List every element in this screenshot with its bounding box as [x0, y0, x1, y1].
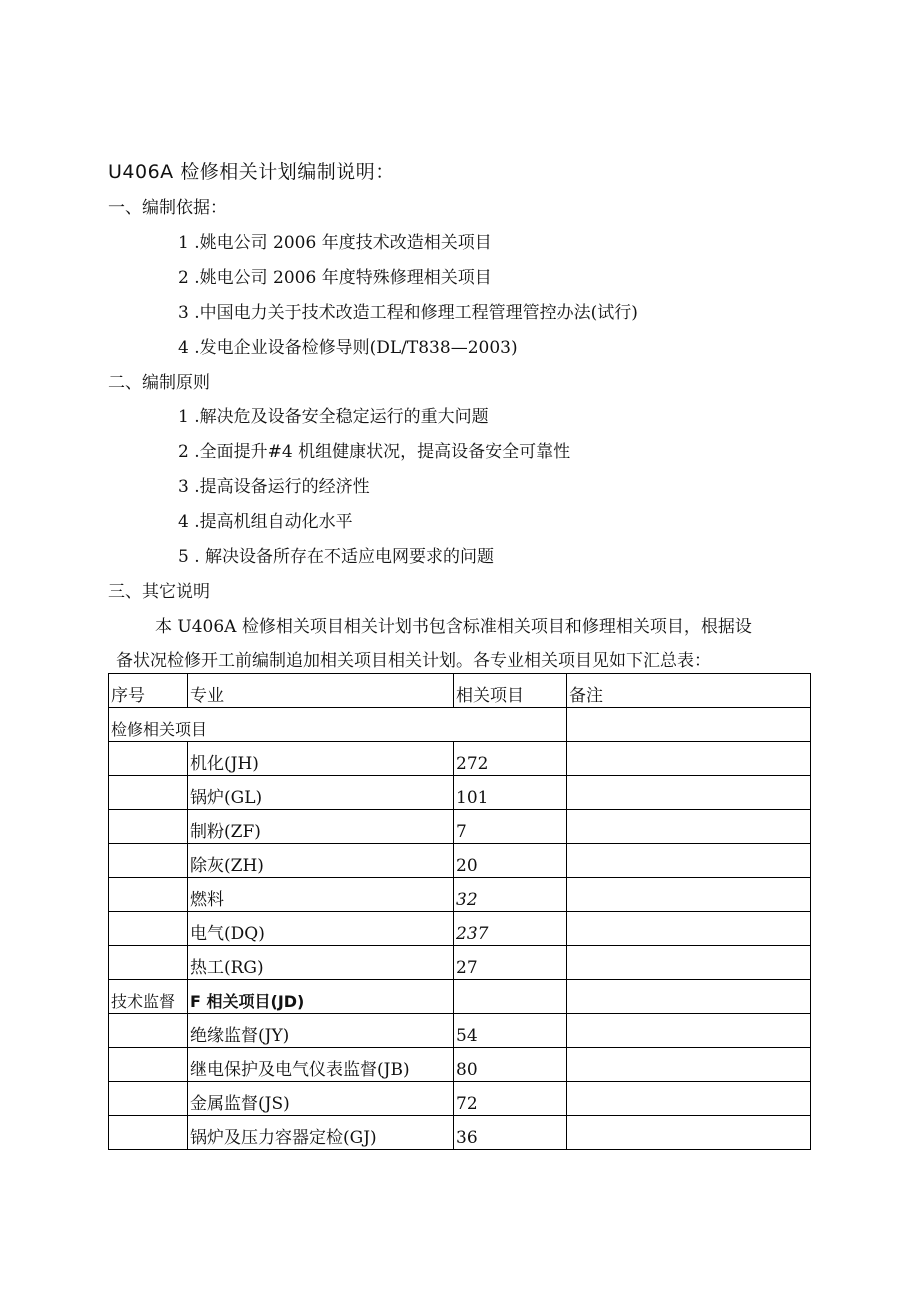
specialty-cell: 热工(RG): [188, 946, 454, 980]
table-cell: [454, 980, 567, 1014]
table-cell: [109, 1082, 188, 1116]
table-row: [109, 776, 811, 810]
table-cell: [567, 1014, 811, 1048]
specialty-cell: 电气(DQ): [188, 912, 454, 946]
table-row: [109, 912, 811, 946]
table-cell: [109, 912, 188, 946]
other-paragraph-line-1: 本 U406A 检修相关项目相关计划书包含标准相关项目和修理相关项目，根据设: [155, 617, 752, 637]
principle-item-5: 5 . 解决设备所存在不适应电网要求的问题: [178, 547, 495, 567]
count-cell: 72: [454, 1082, 567, 1116]
group-row-maintenance: [109, 708, 811, 742]
group-row-supervision: [109, 980, 811, 1014]
count-cell: 36: [454, 1116, 567, 1150]
specialty-cell: 锅炉及压力容器定检(GJ): [188, 1116, 454, 1150]
table-cell: [567, 980, 811, 1014]
table-row: [109, 878, 811, 912]
basis-item-3: 3 .中国电力关于技术改造工程和修理工程管理管控办法(试行): [178, 303, 638, 323]
basis-item-2: 2 .姚电公司 2006 年度特殊修理相关项目: [178, 268, 492, 288]
group-label-supervision-items: F 相关项目(JD): [188, 980, 454, 1014]
principle-item-1: 1 .解决危及设备安全稳定运行的重大问题: [178, 407, 489, 427]
table-row: [109, 844, 811, 878]
principle-item-2: 2 .全面提升#4 机组健康状况，提高设备安全可靠性: [178, 442, 571, 462]
header-items: 相关项目: [454, 674, 567, 708]
count-cell: 101: [454, 776, 567, 810]
count-cell: 7: [454, 810, 567, 844]
table-row: [109, 1116, 811, 1150]
header-specialty: 专业: [188, 674, 454, 708]
group-label-maintenance: 检修相关项目: [109, 708, 567, 742]
table-cell: [567, 1082, 811, 1116]
table-cell: [109, 878, 188, 912]
principle-item-4: 4 .提高机组自动化水平: [178, 512, 353, 532]
table-row: [109, 1014, 811, 1048]
basis-item-4: 4 .发电企业设备检修导则(DL/T838—2003): [178, 338, 518, 358]
specialty-cell: 制粉(ZF): [188, 810, 454, 844]
count-cell: 27: [454, 946, 567, 980]
table-cell: [109, 1116, 188, 1150]
principle-item-3: 3 .提高设备运行的经济性: [178, 477, 370, 497]
table-cell: [567, 1048, 811, 1082]
other-paragraph-line-2: 备状况检修开工前编制追加相关项目相关计划。各专业相关项目见如下汇总表：: [116, 651, 711, 671]
table-cell: [567, 742, 811, 776]
table-cell: [567, 878, 811, 912]
table-row: [109, 1082, 811, 1116]
table-cell: [109, 844, 188, 878]
section-heading-principles: 二、编制原则: [108, 373, 210, 393]
basis-item-1: 1 .姚电公司 2006 年度技术改造相关项目: [178, 233, 492, 253]
table-cell: [567, 946, 811, 980]
count-cell: 32: [454, 878, 567, 912]
count-cell: 272: [454, 742, 567, 776]
specialty-cell: 金属监督(JS): [188, 1082, 454, 1116]
table-cell: [109, 1014, 188, 1048]
table-cell: [109, 776, 188, 810]
table-cell: [567, 776, 811, 810]
specialty-cell: 锅炉(GL): [188, 776, 454, 810]
specialty-cell: 燃料: [188, 878, 454, 912]
table-cell: [109, 810, 188, 844]
count-cell: 20: [454, 844, 567, 878]
table-header-row: [109, 674, 811, 708]
count-cell: 237: [454, 912, 567, 946]
summary-table: [108, 673, 811, 1150]
table-cell: [567, 1116, 811, 1150]
table-row: [109, 1048, 811, 1082]
group-label-supervision: 技术监督: [109, 980, 188, 1014]
table-cell: [109, 742, 188, 776]
table-cell: [567, 844, 811, 878]
table-row: [109, 742, 811, 776]
table-cell: [567, 912, 811, 946]
header-index: 序号: [109, 674, 188, 708]
count-cell: 80: [454, 1048, 567, 1082]
table-cell: [109, 946, 188, 980]
section-heading-other: 三、其它说明: [108, 582, 210, 602]
specialty-cell: 绝缘监督(JY): [188, 1014, 454, 1048]
specialty-cell: 机化(JH): [188, 742, 454, 776]
section-heading-basis: 一、编制依据：: [108, 198, 227, 218]
specialty-cell: 除灰(ZH): [188, 844, 454, 878]
table-cell: [109, 1048, 188, 1082]
specialty-cell: 继电保护及电气仪表监督(JB): [188, 1048, 454, 1082]
header-remarks: 备注: [567, 674, 811, 708]
table-cell: [567, 708, 811, 742]
count-cell: 54: [454, 1014, 567, 1048]
document-title: U406A 检修相关计划编制说明：: [108, 161, 395, 183]
table-cell: [567, 810, 811, 844]
table-row: [109, 810, 811, 844]
table-row: [109, 946, 811, 980]
